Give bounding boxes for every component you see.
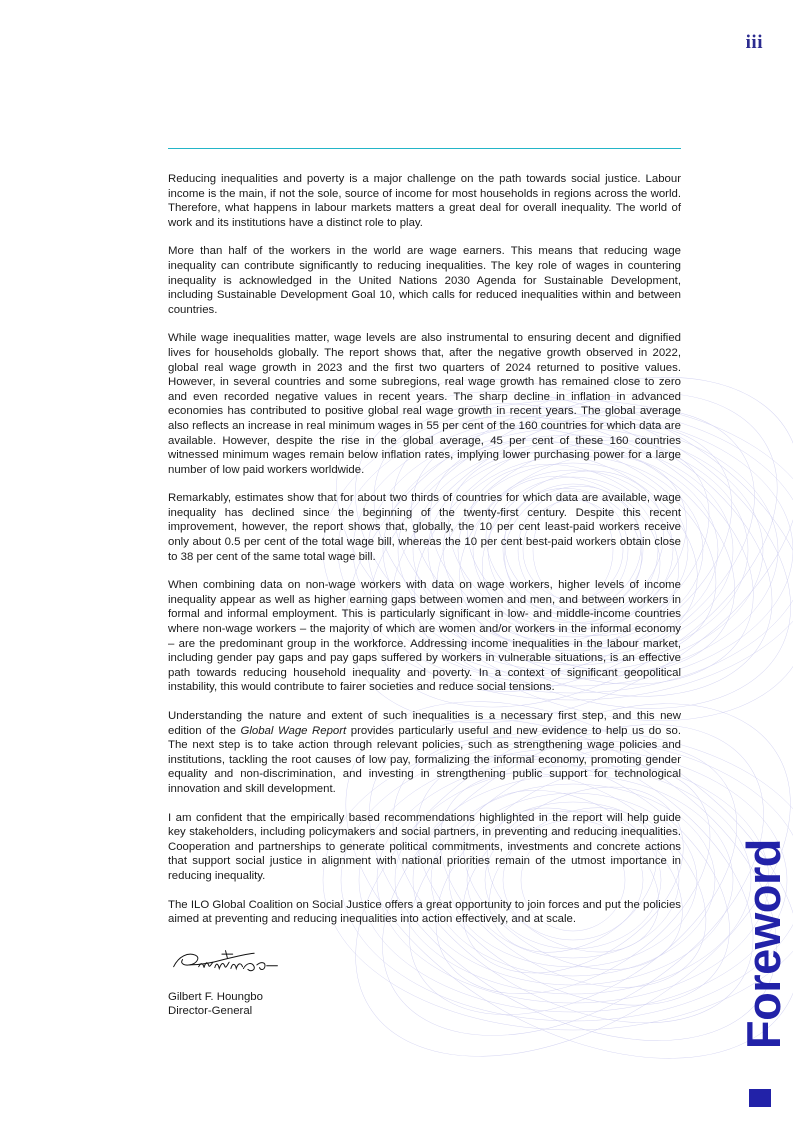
handwritten-signature xyxy=(170,947,290,981)
page-number: iii xyxy=(745,32,763,53)
foreword-body xyxy=(168,148,681,1019)
paragraph: Reducing inequalities and poverty is a major challenge on the path towards social justice. Labour income is the main, if not the sole, source of income for most households in regions across the world. Therefore, what happens in labour markets matters a great deal for overall inequality. The world of work and its institutions have a distinct role to play. xyxy=(168,173,681,229)
signatory-title: Director-General xyxy=(168,1005,253,1018)
paragraph-with-report-title xyxy=(168,709,681,797)
top-rule-divider xyxy=(168,148,681,149)
signature-block xyxy=(168,947,681,1019)
signatory-name: Gilbert F. Houngbo xyxy=(168,990,263,1003)
paragraph: The ILO Global Coalition on Social Justice offers a great opportunity to join forces and put the policies aimed at preventing and reducing inequalities into action effectively, and at scale. xyxy=(168,898,681,926)
paragraph: I am confident that the empirically based recommendations highlighted in the report will help guide key stakeholders, including policymakers and social partners, in preventing and reducing inequalities. Cooperation and partnerships to generate political commitments, investments and concrete actions that support social justice in alignment with national priorities remain of the utmost importance in reducing inequality. xyxy=(168,811,681,882)
section-label-foreword: Foreword xyxy=(737,838,790,1049)
corner-square-decoration xyxy=(749,1089,771,1107)
paragraph: When combining data on non-wage workers with data on wage workers, higher levels of income inequality appear as well as higher earning gaps between women and men, and between workers in formal and informal employment. This is particularly significant in low- and middle-income countries where non-wage workers – the majority of which are women and/or workers in the informal economy – are the predominant group in the workforce. Addressing income inequalities in the labour market, including gender pay gaps and pay gaps suffered by workers in vulnerable situations, is an effective path towards reducing household inequality and poverty. In a context of significant geopolitical instability, this would contribute to fairer societies and reduce social tensions. xyxy=(168,579,681,694)
paragraph: While wage inequalities matter, wage levels are also instrumental to ensuring decent and dignified lives for households globally. The report shows that, after the negative growth observed in 2022, global real wage growth in 2023 and the first two quarters of 2024 returned to positive values. However, in several countries and some subregions, real wage growth has remained close to zero and even recorded negative values in recent years. The sharp decline in inflation in advanced economies has contributed to positive global real wage growth in recent years. The global average also reflects an increase in real minimum wages in 55 per cent of the 160 countries for which data are available. However, despite the rise in the global average, 45 per cent of these 160 countries witnessed minimum wages remain below inflation rates, implying lower purchasing power for a large number of low paid workers worldwide. xyxy=(168,332,681,476)
paragraph: Remarkably, estimates show that for about two thirds of countries for which data are available, wage inequality has declined since the beginning of the twenty-first century. Despite this recent improvement, however, the report shows that, globally, the 10 per cent least-paid workers receive only about 0.5 per cent of the total wage bill, whereas the 10 per cent best-paid workers obtain close to 38 per cent of the same total wage bill. xyxy=(168,492,681,563)
paragraph-text-after: provides particularly useful and new evidence to help us do so. The next step is to take action through relevant policies, such as strengthening wage policies and institutions, tackling the root causes of low pay, formalizing the informal economy, promoting gender equality and non-discrimination, and investing in strengthening public support for technological innovation and skill development. xyxy=(168,724,682,795)
paragraph-text-before: Understanding the nature and extent of such inequalities is a necessary first step, and this new edition of the xyxy=(168,710,681,737)
paragraph: More than half of the workers in the world are wage earners. This means that reducing wage inequality can contribute significantly to reducing inequalities. The key role of wages in countering inequality is acknowledged in the United Nations 2030 Agenda for Sustainable Development, including Sustainable Development Goal 10, which calls for reduced inequalities within and between countries. xyxy=(168,245,681,316)
report-title-italic: Global Wage Report xyxy=(240,724,347,737)
